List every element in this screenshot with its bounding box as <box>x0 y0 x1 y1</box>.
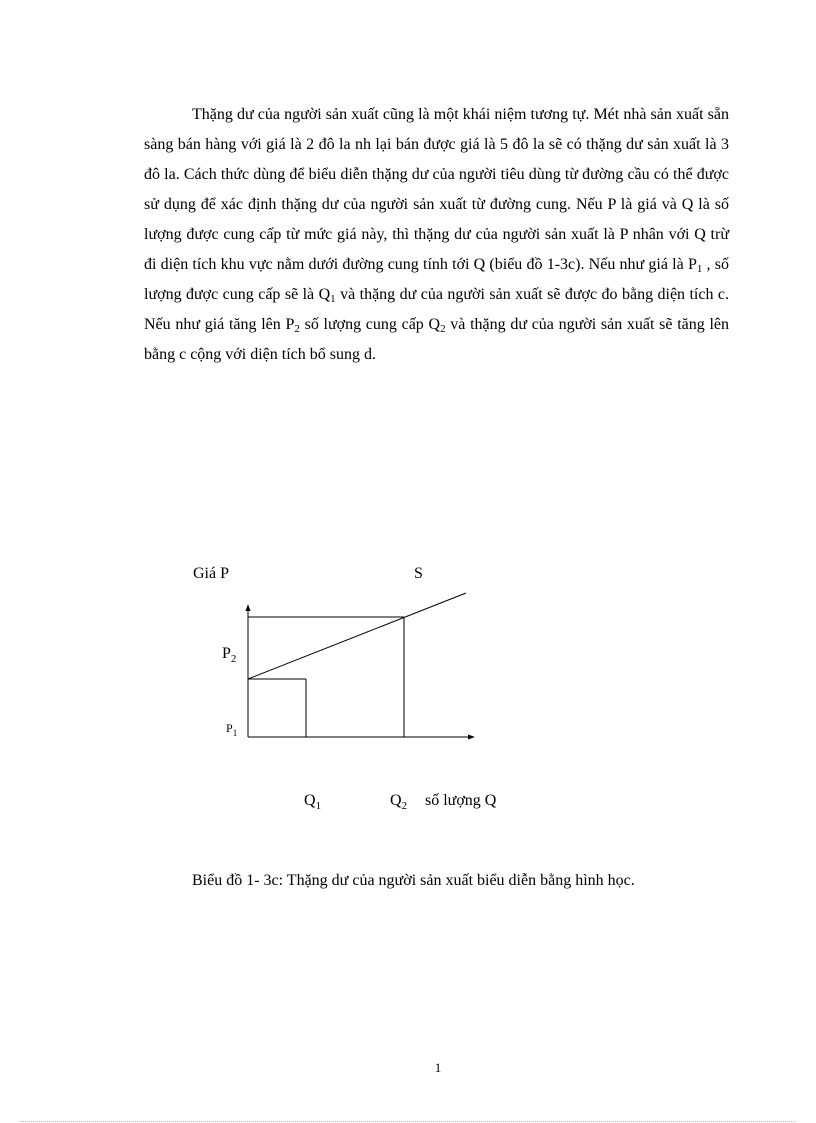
supply-curve <box>248 593 466 679</box>
x-axis-arrowhead <box>468 735 475 740</box>
y-axis-label: Giá P <box>193 565 229 582</box>
body-paragraph: Thặng dư của người sản xuất cũng là một khái niệm tương tự. Mét nhà sản xuất sẵn sàng bán hàng với giá là 2 đô la nh lại bán được giá là 5 đô la sẽ có thặng dư sản xuất là 3 đô la. Cách thức dùng để biểu diễn thặng dư của người tiêu dùng từ đường cầu có thể được sử dụng để xác định thặng dư của người sản xuất từ đường cung. Nếu P là giá và Q là số lượng được cung cấp từ mức giá này, thì thặng dư của người sản xuất là P nhân với Q trừ đi diện tích khu vực nằm dưới đường cung tính tới Q (biểu đồ 1-3c). Nếu như giá là $P_1$ , số lượng được cung cấp sẽ là $Q_1$ và thặng dư của người sản xuất sẽ được đo bằng diện tích c. Nếu như giá tăng lên $P_2$ số lượng cung cấp $Q_2$ và thặng dư của người sản xuất sẽ tăng lên bằng c cộng với diện tích bổ sung d. <box>144 106 730 363</box>
quantity-label-q1: $Q_1$ <box>304 792 322 812</box>
x-axis-label: số lượng Q <box>425 792 497 809</box>
y-axis-arrowhead <box>246 604 251 611</box>
figure-caption: Biểu đồ 1- 3c: Thặng dư của người sản xuất biểu diễn bằng hình học. <box>192 872 635 889</box>
page-number: 1 <box>434 1060 442 1075</box>
supply-curve-label: S <box>414 565 423 582</box>
page-bottom-rule <box>20 1121 796 1122</box>
price-label-p1: $P_1$ <box>226 721 238 738</box>
price-label-p2: $P_2$ <box>222 645 237 665</box>
quantity-label-q2: $Q_2$ <box>390 792 408 812</box>
